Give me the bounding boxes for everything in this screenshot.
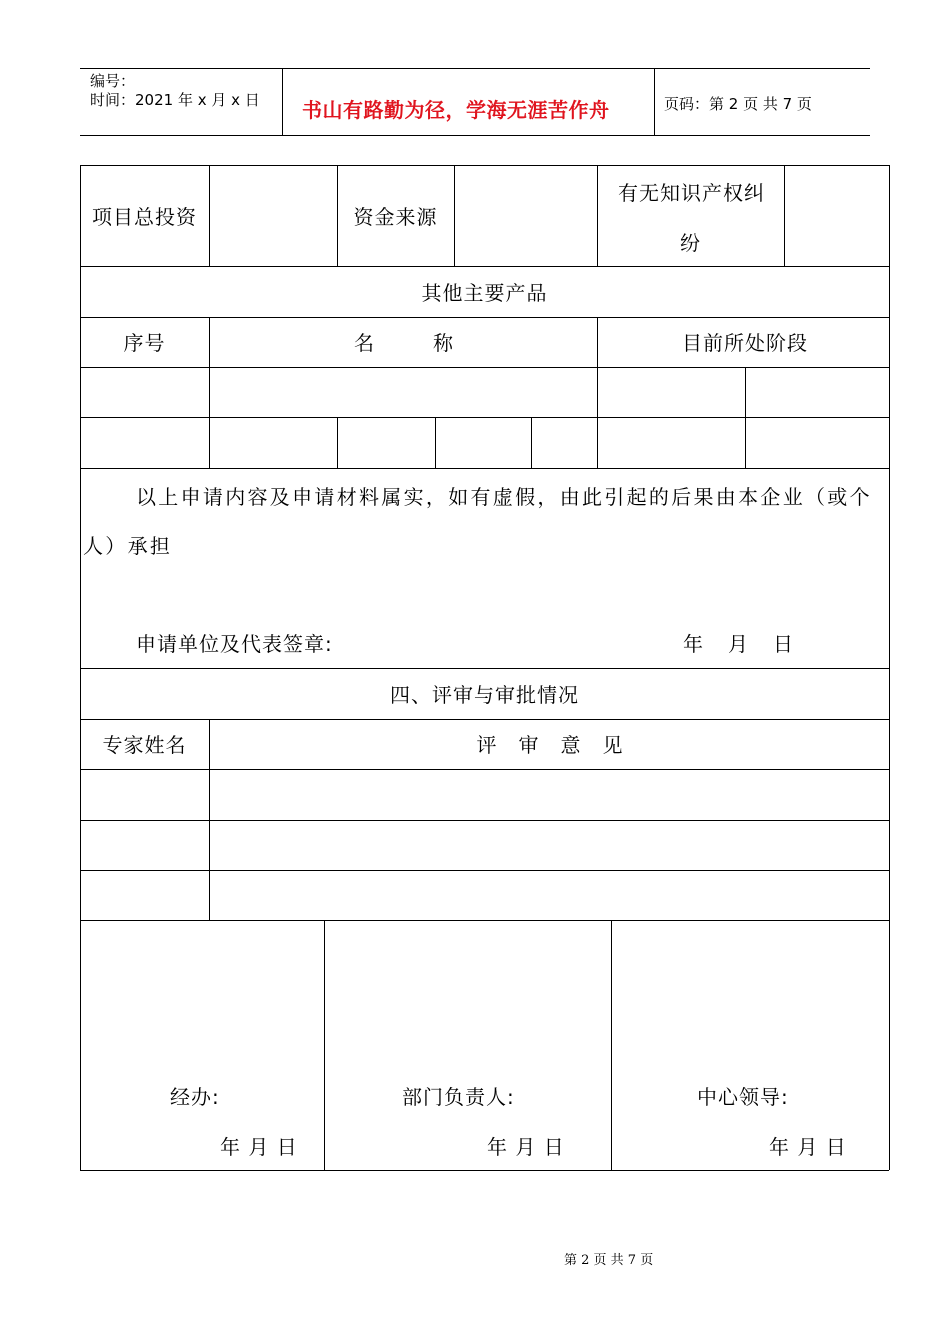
column-header-stage: 目前所处阶段 [682, 331, 808, 355]
col-line [597, 165, 598, 266]
col-line [611, 920, 612, 1170]
row-line [80, 668, 889, 669]
table-border-top [80, 165, 889, 166]
col-line [784, 165, 785, 266]
col-line [337, 417, 338, 468]
table-border-right [889, 165, 890, 1170]
declaration-date-day: 日 [773, 632, 794, 656]
review-section-title: 四、评审与审批情况 [390, 683, 579, 707]
ip-dispute-label-line1: 有无知识产权纠 [618, 181, 765, 205]
col-line [324, 920, 325, 1170]
expert-name-label: 专家姓名 [102, 733, 187, 757]
table-border-bottom [80, 1170, 889, 1171]
col-line [745, 417, 746, 468]
review-opinion-label: 评 审 意 见 [476, 733, 624, 757]
col-line [209, 367, 210, 417]
ip-dispute-label-line2: 纷 [680, 231, 701, 255]
declaration-line1: 以上申请内容及申请材料属实，如有虚假，由此引起的后果由本企业（或个 [136, 485, 872, 509]
row-line [80, 719, 889, 720]
header-bottom-rule [80, 135, 870, 136]
fund-source-label: 资金来源 [353, 205, 438, 229]
handler-label: 经办: [170, 1085, 220, 1109]
handler-date: 年 月 日 [220, 1135, 298, 1159]
page-indicator: 页码：第 2 页 共 7 页 [664, 95, 812, 113]
header-divider-left [282, 68, 283, 135]
other-products-title: 其他主要产品 [421, 281, 548, 305]
col-line [745, 367, 746, 417]
col-line [597, 417, 598, 468]
serial-number-label: 编号： [90, 72, 136, 90]
column-header-name-b: 称 [433, 331, 454, 355]
footer-page-number: 第 2 页 共 7 页 [564, 1253, 654, 1268]
col-line [435, 417, 436, 468]
row-line [80, 266, 889, 267]
col-line [209, 417, 210, 468]
motto-text: 书山有路勤为径，学海无涯苦作舟 [302, 98, 610, 122]
row-line [80, 317, 889, 318]
col-line [597, 317, 598, 367]
time-label: 时间：2021 年 x 月 x 日 [90, 91, 260, 109]
center-leader-label: 中心领导: [697, 1085, 789, 1109]
department-head-date: 年 月 日 [487, 1135, 565, 1159]
col-line [209, 719, 210, 920]
col-line [454, 165, 455, 266]
department-head-label: 部门负责人: [402, 1085, 515, 1109]
row-line [80, 820, 889, 821]
column-header-number: 序号 [123, 331, 166, 355]
column-header-name-a: 名 [354, 331, 375, 355]
col-line [531, 417, 532, 468]
declaration-date-year: 年 [683, 632, 704, 656]
row-line [80, 367, 889, 368]
declaration-line2: 人）承担 [83, 534, 173, 558]
applicant-signature-label: 申请单位及代表签章: [136, 632, 333, 656]
row-line [80, 417, 889, 418]
declaration-date-month: 月 [728, 632, 749, 656]
header-divider-right [654, 68, 655, 135]
col-line [209, 317, 210, 367]
col-line [597, 367, 598, 417]
row-line [80, 468, 889, 469]
col-line [209, 165, 210, 266]
row-line [80, 769, 889, 770]
row-line [80, 920, 889, 921]
row-line [80, 870, 889, 871]
header-top-rule [80, 68, 870, 69]
center-leader-date: 年 月 日 [769, 1135, 847, 1159]
total-investment-label: 项目总投资 [92, 205, 197, 229]
